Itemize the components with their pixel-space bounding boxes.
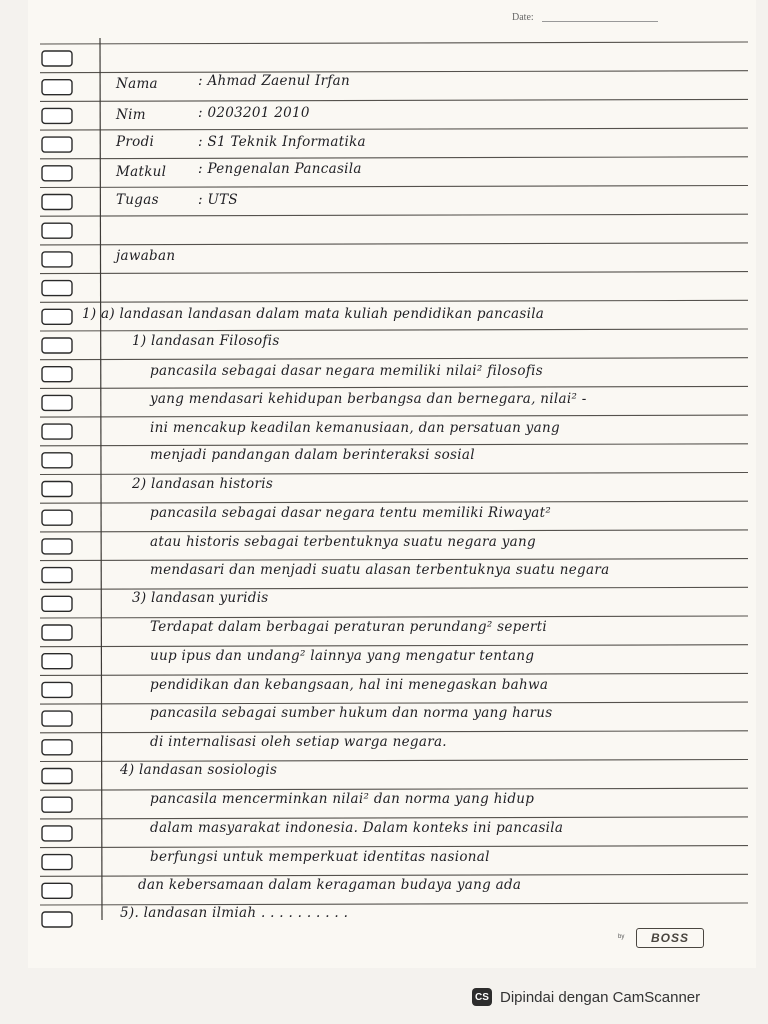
binding-hole	[42, 711, 72, 726]
binding-hole	[42, 137, 72, 152]
answer-line-18: pancasila mencerminkan nilai² dan norma yang hidup	[150, 791, 535, 807]
ruled-line	[40, 272, 748, 274]
ruled-line	[40, 300, 748, 302]
ruled-line	[40, 186, 748, 188]
answer-line-14: pendidikan dan kebangsaan, hal ini menegaskan bahwa	[150, 677, 549, 693]
binding-hole	[42, 912, 72, 927]
answer-line-15: pancasila sebagai sumber hukum dan norma yang harus	[150, 705, 553, 721]
camscanner-caption: Dipindai dengan CamScanner	[500, 988, 701, 1006]
ruled-line	[40, 329, 748, 331]
ruled-line	[40, 788, 748, 790]
ruled-line	[40, 702, 748, 704]
answer-line-12: Terdapat dalam berbagai peraturan perundang² seperti	[150, 619, 548, 635]
binding-hole	[42, 453, 72, 468]
answer-line-9: atau historis sebagai terbentuknya suatu negara yang	[150, 534, 536, 550]
ruled-line	[40, 214, 748, 216]
answer-line-20: berfungsi untuk memperkuat identitas nasional	[150, 849, 490, 865]
answer-line-8: pancasila sebagai dasar negara tentu memiliki Riwayat²	[150, 505, 552, 521]
ruled-line	[40, 731, 748, 733]
binding-hole	[42, 424, 72, 439]
ruled-line	[40, 501, 748, 503]
binding-hole	[42, 826, 72, 841]
date-line	[542, 21, 658, 22]
ruled-line	[40, 874, 748, 876]
ruled-line	[40, 157, 748, 159]
answer-line-21: dan kebersamaan dalam keragaman budaya yang ada	[138, 877, 522, 893]
ruled-line	[40, 444, 748, 446]
answer-line-2: 1) landasan Filosofis	[132, 333, 280, 349]
answer-line-10: mendasari dan menjadi suatu alasan terbentuknya suatu negara	[150, 562, 610, 578]
binding-hole	[42, 309, 72, 324]
answer-line-4: yang mendasari kehidupan berbangsa dan bernegara, nilai² -	[150, 391, 587, 407]
ruled-line	[40, 587, 748, 589]
ruled-line	[40, 673, 748, 675]
ruled-line	[40, 42, 748, 44]
answer-line-11: 3) landasan yuridis	[132, 590, 269, 606]
binding-hole	[42, 769, 72, 784]
ruled-line	[40, 71, 748, 73]
ruled-line	[40, 645, 748, 647]
answer-line-6: menjadi pandangan dalam berinteraksi sosial	[150, 447, 475, 463]
binding-hole	[42, 482, 72, 497]
ruled-line	[40, 846, 748, 848]
jawaban-heading: jawaban	[116, 248, 176, 264]
header-label-matkul: Matkul	[116, 164, 167, 180]
ruled-line	[40, 530, 748, 532]
binding-hole	[42, 367, 72, 382]
binding-hole	[42, 797, 72, 812]
answer-line-7: 2) landasan historis	[132, 476, 274, 492]
brand-logo: BOSS	[636, 928, 704, 948]
margin-line	[100, 38, 102, 920]
binding-hole	[42, 223, 72, 238]
ruled-line	[40, 817, 748, 819]
ruled-line	[40, 128, 748, 130]
answer-line-16: di internalisasi oleh setiap warga negara.	[150, 734, 447, 750]
header-label-nama: Nama	[116, 76, 158, 92]
ruled-line	[40, 386, 748, 388]
brand-prefix: by	[618, 934, 625, 940]
header-value-prodi: : S1 Teknik Informatika	[198, 134, 366, 150]
ruled-line	[40, 473, 748, 475]
date-label: Date:	[512, 12, 534, 23]
header-value-matkul: : Pengenalan Pancasila	[198, 161, 362, 177]
answer-line-3: pancasila sebagai dasar negara memiliki nilai² filosofis	[150, 363, 543, 379]
header-value-nama: : Ahmad Zaenul Irfan	[198, 73, 351, 89]
header-value-nim: : 0203201 2010	[198, 105, 310, 121]
ruled-line	[40, 559, 748, 561]
answer-line-19: dalam masyarakat indonesia. Dalam konteks ini pancasila	[150, 820, 564, 836]
binding-hole	[42, 80, 72, 95]
binding-hole	[42, 395, 72, 410]
binding-hole	[42, 338, 72, 353]
binding-hole	[42, 108, 72, 123]
answer-line-13: uup ipus dan undang² lainnya yang mengatur tentang	[150, 648, 535, 664]
binding-hole	[42, 510, 72, 525]
ruled-line	[40, 243, 748, 245]
binding-hole	[42, 252, 72, 267]
binding-hole	[42, 682, 72, 697]
binding-hole	[42, 195, 72, 210]
answer-line-1: 1) a) landasan landasan dalam mata kuliah pendidikan pancasila	[82, 306, 545, 322]
answer-line-5: ini mencakup keadilan kemanusiaan, dan persatuan yang	[150, 420, 560, 436]
header-label-prodi: Prodi	[116, 134, 155, 150]
notebook-page	[28, 0, 756, 968]
binding-hole	[42, 855, 72, 870]
binding-hole	[42, 166, 72, 181]
answer-line-22: 5). landasan ilmiah . . . . . . . . . .	[120, 905, 349, 921]
camscanner-watermark	[472, 982, 758, 1012]
ruled-line	[40, 99, 748, 101]
binding-hole	[42, 883, 72, 898]
camscanner-icon: CS	[472, 988, 492, 1006]
binding-hole	[42, 654, 72, 669]
binding-hole	[42, 51, 72, 66]
binding-hole	[42, 281, 72, 296]
ruled-line	[40, 616, 748, 618]
header-label-nim: Nim	[116, 107, 146, 123]
ruled-line	[40, 415, 748, 417]
ruled-line	[40, 358, 748, 360]
binding-hole	[42, 568, 72, 583]
answer-line-17: 4) landasan sosiologis	[120, 762, 278, 778]
binding-hole	[42, 539, 72, 554]
header-value-tugas: : UTS	[198, 192, 238, 208]
binding-hole	[42, 625, 72, 640]
header-label-tugas: Tugas	[116, 192, 159, 208]
binding-hole	[42, 740, 72, 755]
binding-hole	[42, 596, 72, 611]
